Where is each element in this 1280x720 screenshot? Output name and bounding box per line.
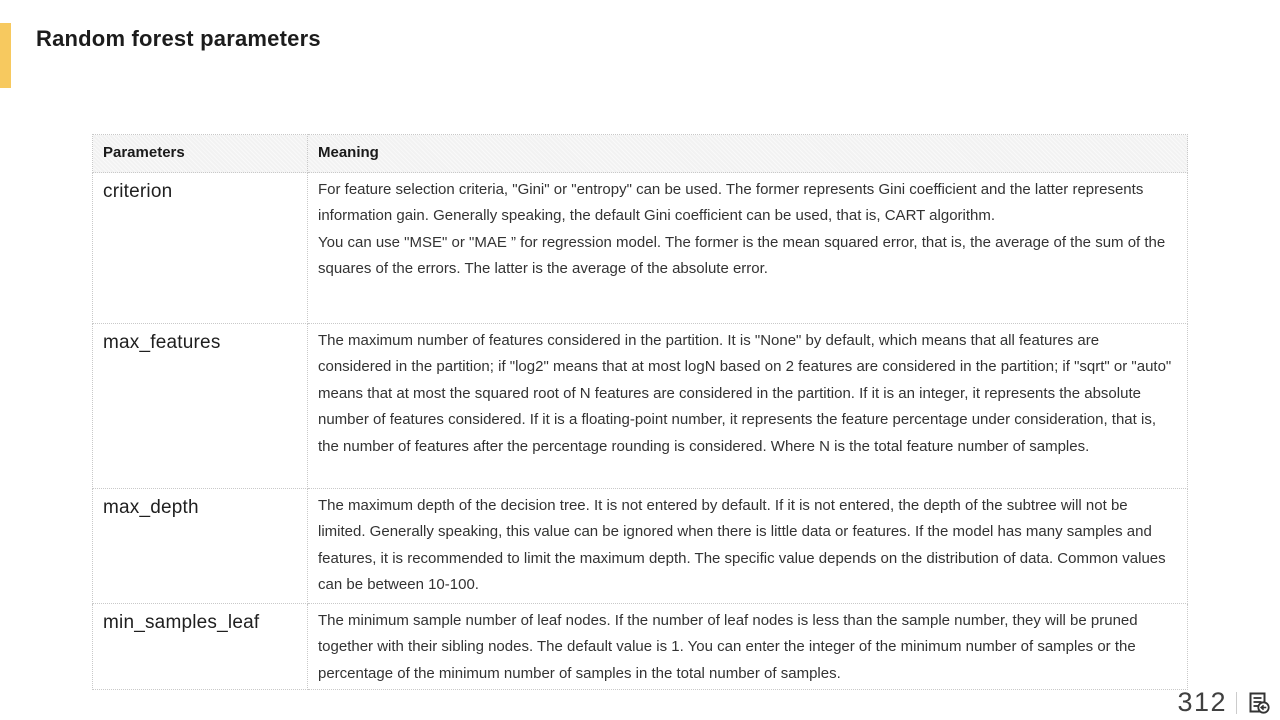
param-name: max_features [93, 324, 308, 489]
param-name: max_depth [93, 489, 308, 604]
table-row-max-depth [93, 489, 1188, 604]
table-header-row [93, 135, 1188, 173]
parameters-table [92, 134, 1188, 690]
param-meaning [308, 324, 1188, 489]
meaning-paragraph: For feature selection criteria, "Gini" or "entropy" can be used. The former represents Gini coefficient and the latter represents information gain. Generally speaking, the default Gini coefficient can be used, that is, CART algorithm. [318, 181, 1144, 225]
previous-view-icon[interactable] [1246, 690, 1272, 716]
table-row-criterion [93, 173, 1188, 324]
meaning-paragraph: The maximum number of features considered in the partition. It is "None" by default, which means that all features are considered in the partition; if "log2" means that at most logN based on 2 features are considered in the partition; if "sqrt" or "auto" means that at most the squared root of N features are considered in the partition. If it is an integer, it represents the absolute number of features considered. If it is a floating-point number, it represents the feature percentage under consideration, that is, the number of features after the percentage rounding is considered. Where N is the total feature number of samples. [318, 332, 1172, 455]
footer [1177, 687, 1272, 718]
page-number: 312 [1177, 687, 1227, 717]
column-header-meaning: Meaning [308, 135, 1188, 173]
page-title: Random forest parameters [36, 26, 321, 51]
meaning-paragraph: You can use "MSE" or "MAE ” for regression model. The former is the mean squared error, that is, the average of the sum of the squares of the errors. The latter is the average of the absolute error. [318, 233, 1166, 278]
table-row-min-samples-leaf [93, 604, 1188, 690]
column-header-parameters: Parameters [93, 135, 308, 173]
meaning-paragraph: The maximum depth of the decision tree. It is not entered by default. If it is not entered, the depth of the subtree will not be limited. Generally speaking, this value can be ignored when there is little data or features. If the model has many samples and features, it is recommended to limit the maximum depth. The specific value depends on the distribution of data. Common values can be between 10-100. [318, 497, 1166, 594]
param-name: criterion [93, 173, 308, 324]
param-meaning [308, 489, 1188, 604]
param-name: min_samples_leaf [93, 604, 308, 690]
param-meaning [308, 604, 1188, 690]
meaning-paragraph: The minimum sample number of leaf nodes. If the number of leaf nodes is less than the sample number, they will be pruned together with their sibling nodes. The default value is 1. You can enter the integer of the minimum number of samples or the percentage of the minimum number of samples in the total number of samples. [318, 612, 1138, 682]
footer-divider [1236, 692, 1237, 714]
accent-bar [0, 23, 11, 88]
table-row-max-features [93, 324, 1188, 489]
param-meaning [308, 173, 1188, 324]
